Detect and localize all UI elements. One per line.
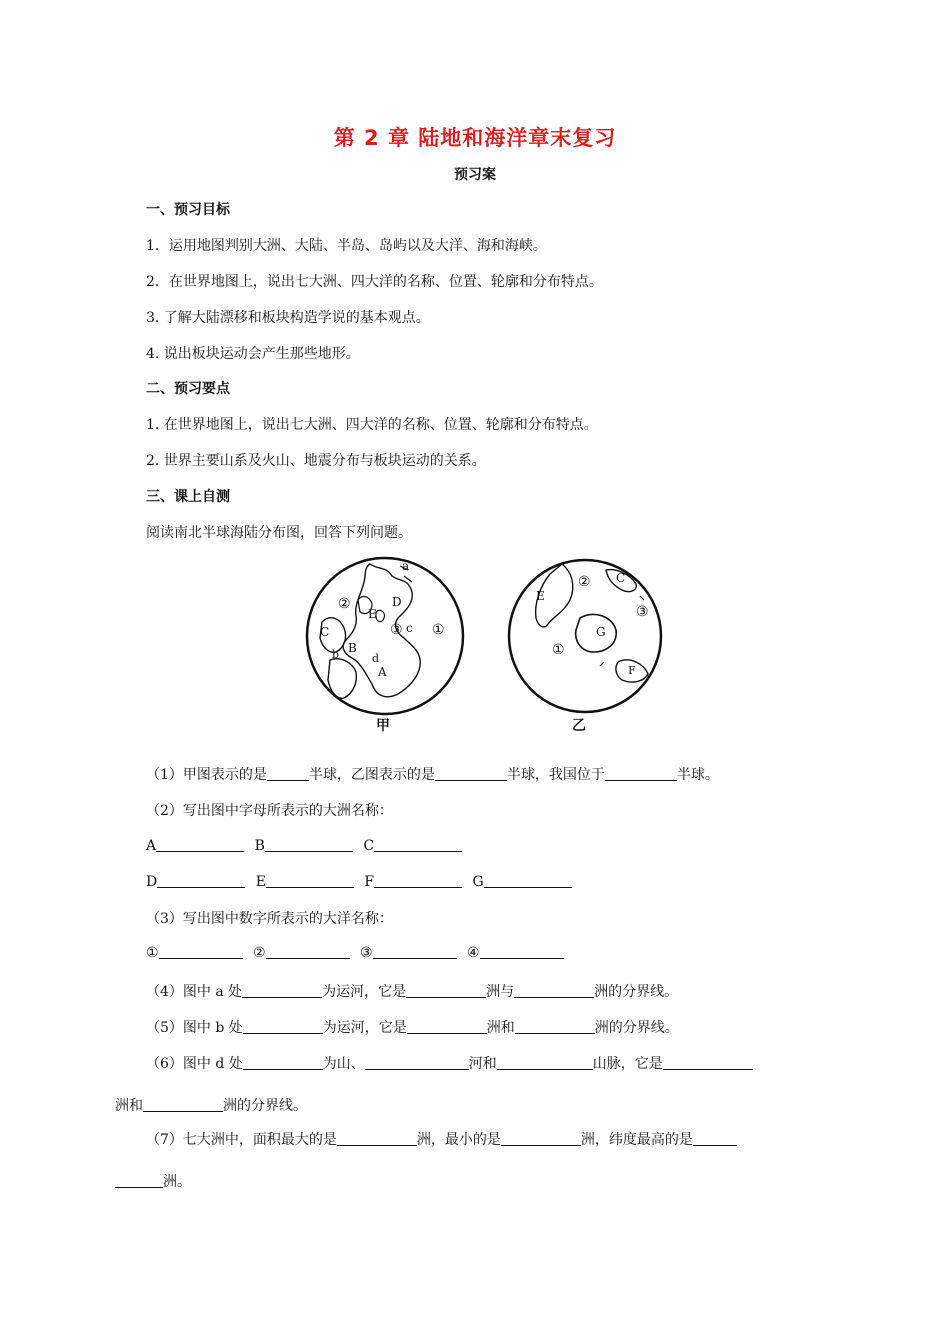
answer-blank[interactable] bbox=[605, 766, 677, 781]
question-5: （5）图中 b 处 为运河，它是 洲和 洲的分界线。 bbox=[146, 1020, 679, 1036]
answer-blank[interactable] bbox=[267, 766, 309, 781]
question-6-cont: 洲和 洲的分界线。 bbox=[115, 1098, 307, 1114]
continent-row-1: A B C bbox=[146, 837, 462, 854]
answer-blank[interactable] bbox=[374, 873, 462, 888]
map-label-b: b bbox=[332, 648, 340, 661]
map-label-ocean-3-south: ③ bbox=[636, 604, 649, 620]
answer-blank[interactable] bbox=[156, 837, 244, 852]
question-2: （2）写出图中字母所表示的大洲名称： bbox=[146, 803, 393, 819]
northern-hemisphere-map bbox=[307, 558, 463, 734]
answer-blank[interactable] bbox=[243, 1055, 323, 1070]
answer-blank[interactable] bbox=[515, 1019, 595, 1034]
map-label-ocean-1: ① bbox=[432, 622, 445, 638]
page-subtitle: 预习案 bbox=[454, 167, 496, 183]
question-3: （3）写出图中数字所表示的大洋名称： bbox=[146, 911, 393, 927]
answer-blank[interactable] bbox=[501, 1131, 581, 1146]
answer-blank[interactable] bbox=[159, 944, 243, 959]
map-label-ocean-2-south: ② bbox=[578, 574, 591, 590]
answer-blank[interactable] bbox=[693, 1131, 737, 1146]
hemisphere-map-figure bbox=[300, 556, 680, 736]
goal-item: 1．运用地图判别大洲、大陆、半岛、岛屿以及大洋、海和海峡。 bbox=[146, 238, 547, 254]
map-label-A: A bbox=[378, 665, 387, 679]
map-label-F: F bbox=[628, 664, 636, 677]
answer-blank[interactable] bbox=[365, 1055, 469, 1070]
question-6: （6）图中 d 处 为山、 河和 山脉，它是 bbox=[146, 1053, 753, 1073]
map-label-ocean-3: ③ bbox=[390, 622, 403, 638]
map-label-G: G bbox=[596, 625, 606, 639]
answer-blank[interactable] bbox=[497, 1055, 593, 1070]
section-heading-selftest: 三、课上自测 bbox=[146, 489, 230, 505]
right-map-caption: 乙 bbox=[572, 718, 586, 734]
answer-blank[interactable] bbox=[406, 983, 486, 998]
map-label-D: D bbox=[392, 595, 402, 609]
page-title: 第 2 章 陆地和海洋章末复习 bbox=[333, 126, 617, 150]
answer-blank[interactable] bbox=[514, 983, 594, 998]
question-7: （7）七大洲中，面积最大的是 洲，最小的是 洲，纬度最高的是 bbox=[146, 1129, 737, 1149]
goal-item: 4. 说出板块运动会产生那些地形。 bbox=[146, 346, 360, 362]
answer-blank[interactable] bbox=[265, 837, 353, 852]
answer-blank[interactable] bbox=[157, 873, 245, 888]
answer-blank[interactable] bbox=[484, 873, 572, 888]
answer-blank[interactable] bbox=[266, 944, 350, 959]
answer-blank[interactable] bbox=[242, 983, 322, 998]
goal-item: 3. 了解大陆漂移和板块构造学说的基本观点。 bbox=[146, 310, 430, 326]
map-label-a: a bbox=[402, 559, 410, 573]
answer-blank[interactable] bbox=[337, 1131, 417, 1146]
southern-hemisphere-map bbox=[509, 560, 661, 734]
answer-blank[interactable] bbox=[243, 1019, 323, 1034]
keypoint-item: 2. 世界主要山系及火山、地震分布与板块运动的关系。 bbox=[146, 453, 486, 469]
answer-blank[interactable] bbox=[374, 837, 462, 852]
answer-blank[interactable] bbox=[407, 1019, 487, 1034]
keypoint-item: 1. 在世界地图上，说出七大洲、四大洋的名称、位置、轮廓和分布特点。 bbox=[146, 417, 598, 433]
map-label-E: E bbox=[368, 607, 377, 621]
answer-blank[interactable] bbox=[266, 873, 354, 888]
map-label-C: C bbox=[320, 625, 330, 639]
answer-blank[interactable] bbox=[143, 1097, 223, 1112]
question-1: （1）甲图表示的是 半球，乙图表示的是 半球，我国位于 半球。 bbox=[146, 767, 719, 783]
map-label-ocean-2: ② bbox=[338, 596, 351, 612]
continent-row-2: D E F G bbox=[146, 873, 572, 890]
answer-blank[interactable] bbox=[115, 1173, 163, 1188]
map-label-ocean-1-south: ① bbox=[552, 642, 565, 658]
answer-blank[interactable] bbox=[663, 1055, 753, 1070]
answer-blank[interactable] bbox=[373, 944, 457, 959]
question-4: （4）图中 a 处 为运河，它是 洲与 洲的分界线。 bbox=[146, 984, 679, 1000]
answer-blank[interactable] bbox=[435, 766, 507, 781]
map-label-C-south: C bbox=[616, 571, 626, 585]
left-map-caption: 甲 bbox=[376, 718, 390, 734]
section-heading-keypoints: 二、预习要点 bbox=[146, 381, 230, 397]
answer-blank[interactable] bbox=[480, 944, 564, 959]
selftest-intro: 阅读南北半球海陆分布图，回答下列问题。 bbox=[146, 525, 412, 541]
goal-item: 2．在世界地图上，说出七大洲、四大洋的名称、位置、轮廓和分布特点。 bbox=[146, 274, 603, 290]
section-heading-goals: 一、预习目标 bbox=[146, 202, 230, 218]
map-label-c: c bbox=[406, 621, 413, 635]
question-7-cont: 洲。 bbox=[115, 1171, 191, 1191]
map-label-B: B bbox=[348, 641, 357, 655]
map-label-d: d bbox=[372, 652, 380, 665]
ocean-row: ① ② ③ ④ bbox=[146, 944, 564, 961]
map-label-E-south: E bbox=[536, 589, 545, 603]
